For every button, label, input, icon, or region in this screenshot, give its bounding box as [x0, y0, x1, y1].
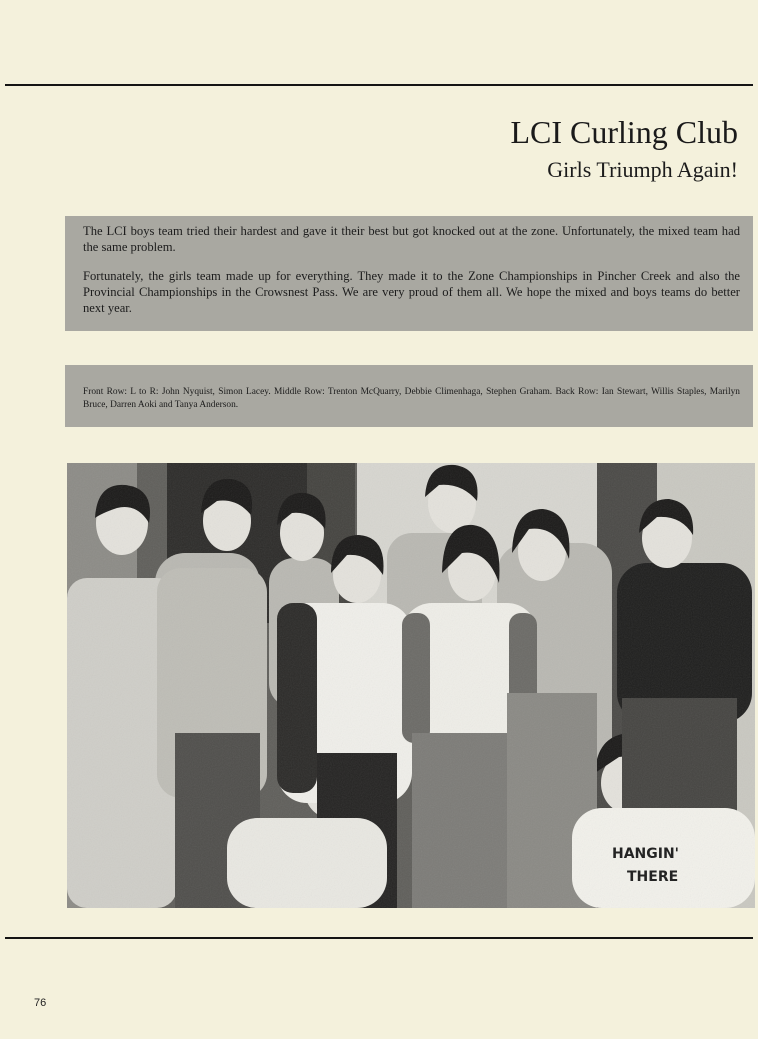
team-photo — [67, 463, 755, 908]
page-number: 76 — [34, 997, 47, 1009]
page-title: LCI Curling Club — [510, 114, 738, 150]
story-paragraph: The LCI boys team tried their hardest and gave it their best but got knocked out at the zone. Unfortunately, the mixed team had the same problem. — [83, 224, 740, 254]
story-paragraph: Fortunately, the girls team made up for everything. They made it to the Zone Championships in Pincher Creek and also the Provincial Championships in the Crowsnest Pass. We are very proud of them all. We hope the mixed and boys teams do better next year. — [83, 269, 740, 315]
page-subtitle: Girls Triumph Again! — [547, 157, 738, 182]
bottom-rule — [5, 937, 753, 939]
top-rule — [5, 84, 753, 86]
story-box — [65, 216, 753, 331]
photo-caption — [65, 365, 753, 427]
team-photo-illustration — [67, 463, 755, 908]
caption-text: Front Row: L to R: John Nyquist, Simon Lacey. Middle Row: Trenton McQuarry, Debbie Climenhaga, Stephen Graham. Back Row: Ian Stewart, Willis Staples, Marilyn Bruce, Darren Aoki and Tanya Anderson. — [83, 387, 740, 410]
